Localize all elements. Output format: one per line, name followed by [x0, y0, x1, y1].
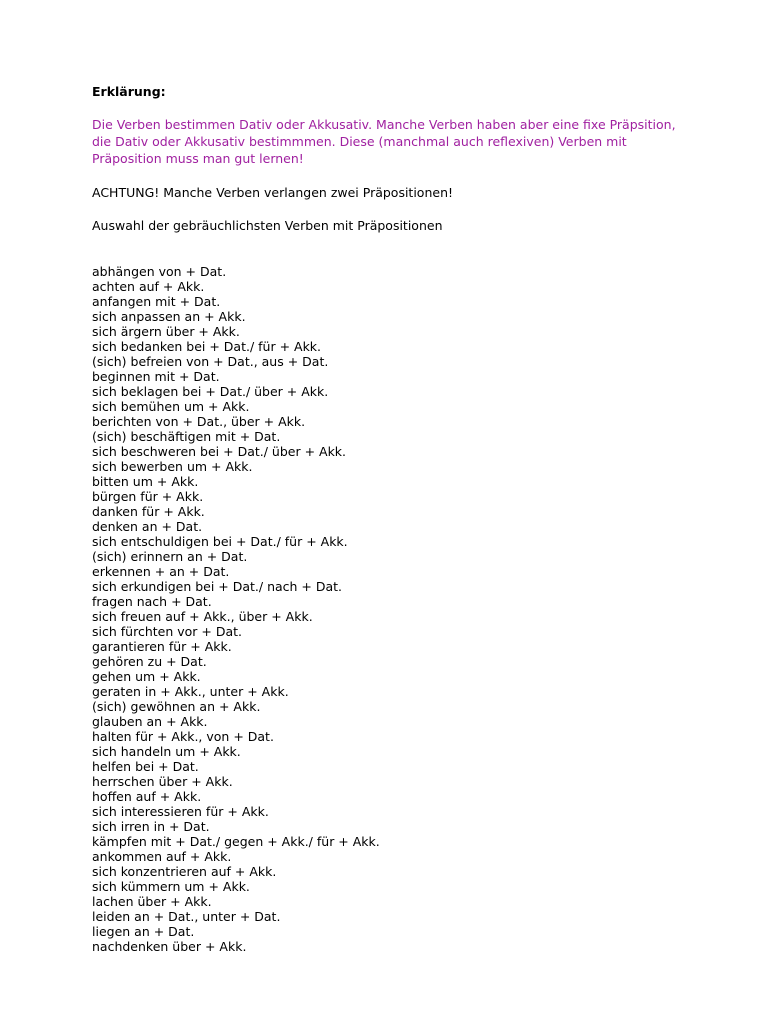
verb-list-item: herrschen über + Akk. [92, 774, 233, 789]
intro-line: die Dativ oder Akkusativ bestimmmen. Diese (manchmal auch reflexiven) Verben mit [92, 134, 627, 149]
verb-list-item: achten auf + Akk. [92, 279, 205, 294]
verb-list-item: sich beschweren bei + Dat./ über + Akk. [92, 444, 347, 459]
verb-list-item: abhängen von + Dat. [92, 264, 227, 279]
intro-paragraph [92, 116, 712, 167]
verb-list [92, 264, 712, 954]
verb-list-item: denken an + Dat. [92, 519, 203, 534]
verb-list-item: gehen um + Akk. [92, 669, 201, 684]
verb-list-item: nachdenken über + Akk. [92, 939, 247, 954]
verb-list-item: geraten in + Akk., unter + Akk. [92, 684, 289, 699]
verb-list-item: sich erkundigen bei + Dat./ nach + Dat. [92, 579, 343, 594]
verb-list-item: hoffen auf + Akk. [92, 789, 202, 804]
verb-list-item: sich ärgern über + Akk. [92, 324, 240, 339]
intro-line: Die Verben bestimmen Dativ oder Akkusativ. Manche Verben haben aber eine fixe Präpsition, [92, 117, 676, 132]
verb-list-item: helfen bei + Dat. [92, 759, 199, 774]
verb-list-item: lachen über + Akk. [92, 894, 212, 909]
verb-list-item: sich bedanken bei + Dat./ für + Akk. [92, 339, 322, 354]
verb-list-item: sich konzentrieren auf + Akk. [92, 864, 277, 879]
verb-list-item: berichten von + Dat., über + Akk. [92, 414, 306, 429]
verb-list-item: (sich) befreien von + Dat., aus + Dat. [92, 354, 329, 369]
verb-list-item: bitten um + Akk. [92, 474, 199, 489]
verb-list-item: sich fürchten vor + Dat. [92, 624, 242, 639]
verb-list-item: erkennen + an + Dat. [92, 564, 230, 579]
verb-list-item: sich interessieren für + Akk. [92, 804, 269, 819]
verb-list-item: sich bemühen um + Akk. [92, 399, 250, 414]
verb-list-item: garantieren für + Akk. [92, 639, 232, 654]
verb-list-item: sich entschuldigen bei + Dat./ für + Akk. [92, 534, 348, 549]
verb-list-item: beginnen mit + Dat. [92, 369, 220, 384]
verb-list-item: (sich) erinnern an + Dat. [92, 549, 248, 564]
verb-list-item: (sich) gewöhnen an + Akk. [92, 699, 261, 714]
verb-list-item: (sich) beschäftigen mit + Dat. [92, 429, 281, 444]
verb-list-item: liegen an + Dat. [92, 924, 195, 939]
verb-list-item: gehören zu + Dat. [92, 654, 207, 669]
verb-list-item: sich kümmern um + Akk. [92, 879, 250, 894]
verb-list-item: sich handeln um + Akk. [92, 744, 241, 759]
verb-list-item: glauben an + Akk. [92, 714, 208, 729]
intro-line: Präposition muss man gut lernen! [92, 151, 304, 166]
verb-list-item: sich freuen auf + Akk., über + Akk. [92, 609, 313, 624]
verb-list-item: sich beklagen bei + Dat./ über + Akk. [92, 384, 329, 399]
verb-list-item: anfangen mit + Dat. [92, 294, 221, 309]
verb-list-item: danken für + Akk. [92, 504, 205, 519]
warning-text: ACHTUNG! Manche Verben verlangen zwei Präpositionen! [92, 185, 453, 200]
verb-list-item: kämpfen mit + Dat./ gegen + Akk./ für + Akk. [92, 834, 380, 849]
verb-list-item: sich bewerben um + Akk. [92, 459, 253, 474]
verb-list-item: ankommen auf + Akk. [92, 849, 232, 864]
heading: Erklärung: [92, 84, 166, 99]
verb-list-item: sich irren in + Dat. [92, 819, 210, 834]
selection-title: Auswahl der gebräuchlichsten Verben mit Präpositionen [92, 218, 443, 233]
document-page [92, 84, 712, 954]
verb-list-item: bürgen für + Akk. [92, 489, 204, 504]
verb-list-item: leiden an + Dat., unter + Dat. [92, 909, 281, 924]
verb-list-item: fragen nach + Dat. [92, 594, 212, 609]
verb-list-item: halten für + Akk., von + Dat. [92, 729, 274, 744]
verb-list-item: sich anpassen an + Akk. [92, 309, 246, 324]
